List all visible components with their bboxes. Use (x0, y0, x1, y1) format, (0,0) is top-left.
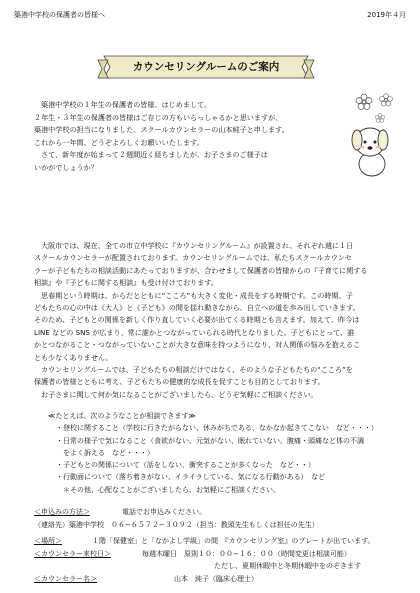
apply-value: 電話でお申込みください。 (122, 508, 206, 516)
counseling-description (34, 240, 400, 401)
title-banner (96, 52, 316, 82)
body-line: カウンセリングルームでは、子どもたちの相談だけではなく、そのような子どもたちの“こころ”を (41, 365, 353, 375)
days-note: ただし、夏期休暇中と冬期休暇中をのぞきます (214, 562, 361, 571)
example-item: ・子どもとの関係について（話をしない、衝突することが多くなった など・・） (56, 461, 315, 470)
issue-date: 2019年４月 (367, 11, 406, 19)
contact-row (34, 519, 404, 532)
greeting-line: さて、新年度が始まって２週間近く経ちましたが、お子さまのご様子は (41, 150, 268, 160)
examples-heading: ≪たとえば、次のようなことが相談できます≫ (48, 412, 196, 420)
days-row (34, 548, 404, 561)
body-line: かとつながること・つながっていないことが大きな意味を持つようになり、対人関係の悩みを抱えるこ (34, 340, 361, 350)
page-title: カウンセリングルームのご案内 (132, 61, 280, 73)
apply-label: ＜申込みの方法＞ (34, 508, 90, 516)
body-line: そのため、子どもとの関係を新しく作り直していく必要が出てくる時期とも言えます。加えて、昨今は (34, 315, 360, 325)
example-item: ・登校に関すること（学校に行きたがらない、休みがちである、なかなか起きてこない など・・・） (56, 424, 378, 433)
body-line: 保護者の皆様とともに考え、子どもたちの健康的な成長を促すことも目的としております。 (34, 377, 325, 387)
info-section (34, 506, 404, 586)
place-value: １階「保健室」と「なかよし学級」の間 『カウンセリング室』のプレートが出ています。 (92, 537, 375, 546)
body-line: ラーが子どもたちの相談活動にあたっておりますが、合わせまして保護者の皆様からの『子育てに関する (34, 265, 368, 275)
contact-info: （連絡先）築港中学校 ０６−６５７２−３０９２（担当：教頭先生もしくは担任の先生） (34, 520, 319, 529)
greeting-line: これから一年間、どうぞよろしくお願いいたします。 (34, 137, 204, 147)
days-label: ＜カウンセラー来校日＞ (34, 549, 111, 558)
body-line: 相談』や『子どもに関する相談』も受け付けております。 (34, 278, 218, 288)
body-line: とも少なくありません。 (34, 352, 113, 362)
counselor-row (34, 573, 404, 586)
place-row (34, 535, 404, 548)
days-note-row (34, 560, 404, 573)
body-line: お子さまに関して何か気になることがございましたら、どうぞ気軽にご相談ください。 (41, 389, 318, 399)
counselor-name: 山本 純子（臨床心理士） (174, 574, 258, 583)
counselor-label: ＜カウンセラー名＞ (34, 574, 97, 583)
body-line: LINE などの SNS が広まり、常に誰かとつながっていられる時代となりました。子どもにとって、誰 (34, 327, 355, 337)
body-line: スクールカウンセラーが配置されております。カウンセリングルームでは、私たちスクールカウンセ (34, 253, 353, 263)
body-line: 大阪市では、現在、全ての市立中学校に『カウンセリングルーム』が設置され、それぞれ週に１日 (41, 241, 354, 250)
example-item: ・行動面について（落ち着きがない、イライラしている、気になる行動がある） など (56, 473, 326, 482)
example-item: ・日常の様子で気になること（食欲がない、元気がない、眠れていない、腹痛・頭痛など体の不調 (56, 436, 364, 445)
days-value: 毎週木曜日 原則１０：００−１６：００（時間変更は相談可能） (142, 549, 351, 558)
greeting-line: ２年生・３年生の保護者の皆様はご存じの方もいらっしゃるかと思いますが、 (34, 112, 283, 122)
greeting-section (34, 99, 334, 175)
example-note: ＊その他、心配なことがございましたら、お気軽にご相談ください。 (56, 485, 280, 494)
consultation-examples (48, 410, 400, 496)
example-item: をよく訴える など・・・） (56, 448, 154, 457)
greeting-line: いかがでしょうか？ (34, 162, 98, 172)
body-line: 思春期という時期は、からだとともに“こころ”も大きく変化・成長をする時期です。この時期、子 (41, 290, 353, 300)
greeting-line: 築港中学校の担当になりました、スクールカウンセラーの山本純子と申します。 (34, 125, 289, 135)
body-line: どもたちの心の中は《大人》と《子ども》の間を揺れ動きながら、自立への道を歩み出していきます。 (34, 303, 360, 313)
place-label: ＜場所＞ (34, 537, 62, 546)
apply-row (34, 506, 404, 519)
dog-illustration-icon (346, 116, 394, 180)
recipient-line: 築港中学校の保護者の皆様へ (14, 11, 105, 19)
page-header (14, 10, 406, 22)
greeting-line: 築港中学校の１年生の保護者の皆様、はじめまして。 (41, 100, 212, 109)
